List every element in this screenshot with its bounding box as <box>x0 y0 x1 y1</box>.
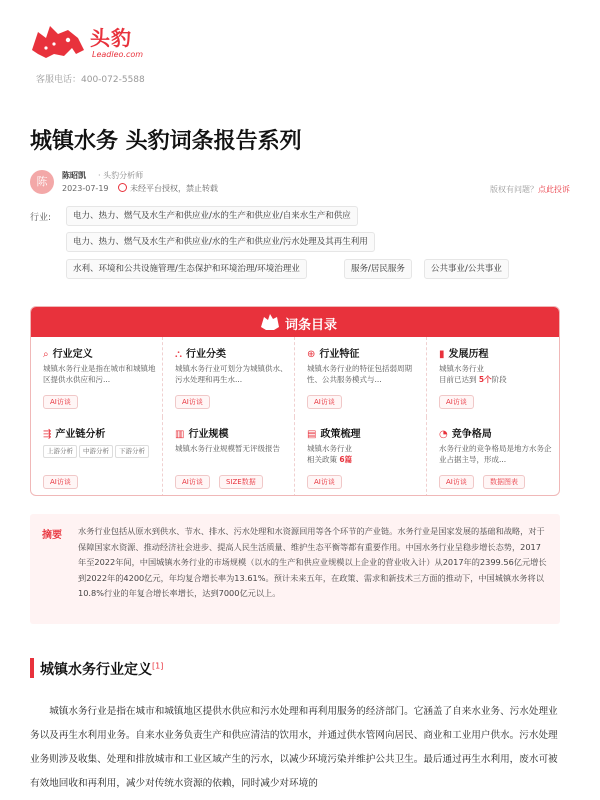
industry-label: 行业: <box>30 213 52 223</box>
catalog-item-name: 政策梳理 <box>320 429 361 440</box>
catalog-item-desc: 城镇水务行业 目前已达到 5个阶段 <box>439 364 507 384</box>
catalog-header <box>31 307 559 337</box>
section-accent-bar <box>30 658 34 678</box>
ai-interview-chip[interactable]: AI访谈 <box>307 395 342 409</box>
catalog-item-name: 发展历程 <box>448 349 489 360</box>
bar-chart-icon: ▥ <box>175 429 185 440</box>
midstream-chip[interactable]: 中游分析 <box>79 445 113 458</box>
data-chart-chip[interactable]: 数据图表 <box>483 475 525 489</box>
page-title: 城镇水务 头豹词条报告系列 <box>30 129 302 154</box>
ai-interview-chip[interactable]: AI访谈 <box>175 395 210 409</box>
catalog-item-name: 行业特征 <box>319 349 360 360</box>
author-org: · 头豹分析师 <box>98 171 144 180</box>
ai-interview-chip[interactable]: AI访谈 <box>439 475 474 489</box>
reprint-notice <box>118 183 218 194</box>
downstream-chip[interactable]: 下游分析 <box>115 445 149 458</box>
catalog-item-policy[interactable] <box>295 417 427 496</box>
service-hotline: 客服电话：400-072-5588 <box>36 75 145 85</box>
ai-interview-chip[interactable]: AI访谈 <box>43 395 78 409</box>
policy-icon: ▤ <box>307 429 317 440</box>
industry-tag[interactable]: 水利、环境和公共设施管理/生态保护和环境治理/环境治理业 <box>66 259 307 279</box>
industry-tag[interactable]: 公共事业/公共事业 <box>424 259 509 279</box>
catalog-item-definition[interactable] <box>31 337 163 417</box>
catalog-item-features[interactable] <box>295 337 427 417</box>
author-row <box>30 170 570 196</box>
section-body: 城镇水务行业是指在城市和城镇地区提供水供应和污水处理和再利用服务的经济部门。它涵盖了自来水业务、污水处理业务以及再生水利用业务。自来水业务负责生产和供应清洁的饮用水，并通过供水管网向居民、商业和工业用户供水。污水处理业务则涉及收集、处理和排放城市和工业区域产生的污水，以减少环境污染并维护公共卫生。最后通过再生水利用，废水可被有效地回收和再利用，减少对传统水资源的依赖，同时减少对环境的 <box>30 706 558 789</box>
catalog-item-name: 行业分类 <box>186 349 226 360</box>
catalog-item-desc: 城镇水务行业的特征包括弱周期性、公共服务模式与... <box>307 364 412 384</box>
upstream-chip[interactable]: 上游分析 <box>43 445 77 458</box>
copyright-prefix: 版权有问题？ <box>490 185 538 194</box>
catalog-item-competition[interactable] <box>427 417 559 496</box>
publish-date: 2023-07-19 <box>62 184 109 193</box>
stage-count: 5个 <box>478 375 492 384</box>
section-title: 城镇水务行业定义[1] <box>40 661 164 678</box>
ai-interview-chip[interactable]: AI访谈 <box>175 475 210 489</box>
leopard-head-icon <box>259 311 281 333</box>
reprint-notice-text: 未经平台授权，禁止转载 <box>130 184 218 193</box>
forbidden-icon <box>118 183 127 192</box>
ai-interview-chip[interactable]: AI访谈 <box>43 475 78 489</box>
leopard-logo-icon <box>28 20 86 62</box>
avatar[interactable]: 陈 <box>30 170 54 194</box>
hierarchy-icon: ⛬ <box>175 349 182 360</box>
policy-count: 6篇 <box>339 455 353 464</box>
catalog-item-desc: 城镇水务行业 相关政策 6篇 <box>307 444 353 464</box>
catalog-item-name: 行业规模 <box>188 429 229 440</box>
brand-name-cn: 头豹 <box>90 26 132 50</box>
catalog-item-desc: 城镇水务行业可划分为城镇供水、污水处理和再生水... <box>175 364 288 384</box>
size-data-chip[interactable]: SIZE数据 <box>219 475 263 489</box>
catalog-item-desc: 城镇水务行业是指在城市和城镇地区提供水供应和污... <box>43 364 156 384</box>
pie-icon: ◔ <box>439 429 448 440</box>
catalog-item-desc: 城镇水务行业规模暂无评级报告 <box>175 444 280 453</box>
catalog-item-desc: 水务行业的竞争格局是地方水务企业占据主导，形成... <box>439 444 552 464</box>
ai-interview-chip[interactable]: AI访谈 <box>439 395 474 409</box>
brand-name-en: Leadleo.com <box>92 50 144 59</box>
complaint-link[interactable]: 点此投诉 <box>538 185 570 194</box>
magnifier-icon: ⌕ <box>43 349 49 360</box>
catalog-item-chain[interactable] <box>31 417 163 496</box>
catalog-item-classification[interactable] <box>163 337 295 417</box>
brand-logo[interactable] <box>28 18 158 70</box>
author-name[interactable]: 陈昭凯 <box>62 171 86 180</box>
catalog-item-name: 产业链分析 <box>55 429 106 440</box>
catalog-panel <box>30 306 560 496</box>
catalog-item-scale[interactable] <box>163 417 295 496</box>
catalog-item-name: 竞争格局 <box>451 429 492 440</box>
industry-tag[interactable]: 电力、热力、燃气及水生产和供应业/水的生产和供应业/自来水生产和供应 <box>66 206 358 226</box>
industry-tag[interactable]: 电力、热力、燃气及水生产和供应业/水的生产和供应业/污水处理及其再生利用 <box>66 232 375 252</box>
chain-icon: ⇶ <box>43 429 52 440</box>
industry-tag[interactable]: 服务/居民服务 <box>344 259 412 279</box>
reference-marker[interactable]: [1] <box>152 661 164 671</box>
copyright-complaint <box>490 184 570 195</box>
catalog-item-name: 行业定义 <box>52 349 93 360</box>
abstract-label: 摘要 <box>42 530 62 541</box>
abstract-box <box>30 514 560 624</box>
catalog-title: 词条目录 <box>285 318 338 333</box>
catalog-item-history[interactable] <box>427 337 559 417</box>
feature-icon: ⊕ <box>307 349 316 360</box>
abstract-text: 水务行业包括从原水到供水、节水、排水、污水处理和水资源回用等各个环节的产业链。水务行业是国家发展的基础和战略，对于保障国家水资源、推动经济社会进步、提高人民生活质量、维护生态平衡等都有重要作用。中国水务行业呈稳步增长态势，2017年至2022年间，中国城镇水务行业的市场规模（以水的生产和供应业规模以上企业的营业收入计）从2017年的2399.56亿元增长到2022年的4200亿元，年均复合增长率为13.61%。预计未来五年，在政策、需求和新技术三方面的推动下，中国城镇水务将以10.8%行业的年复合增长率增长，达到7000亿元以上。 <box>78 526 547 598</box>
history-icon: ▮ <box>439 349 445 360</box>
ai-interview-chip[interactable]: AI访谈 <box>307 475 342 489</box>
